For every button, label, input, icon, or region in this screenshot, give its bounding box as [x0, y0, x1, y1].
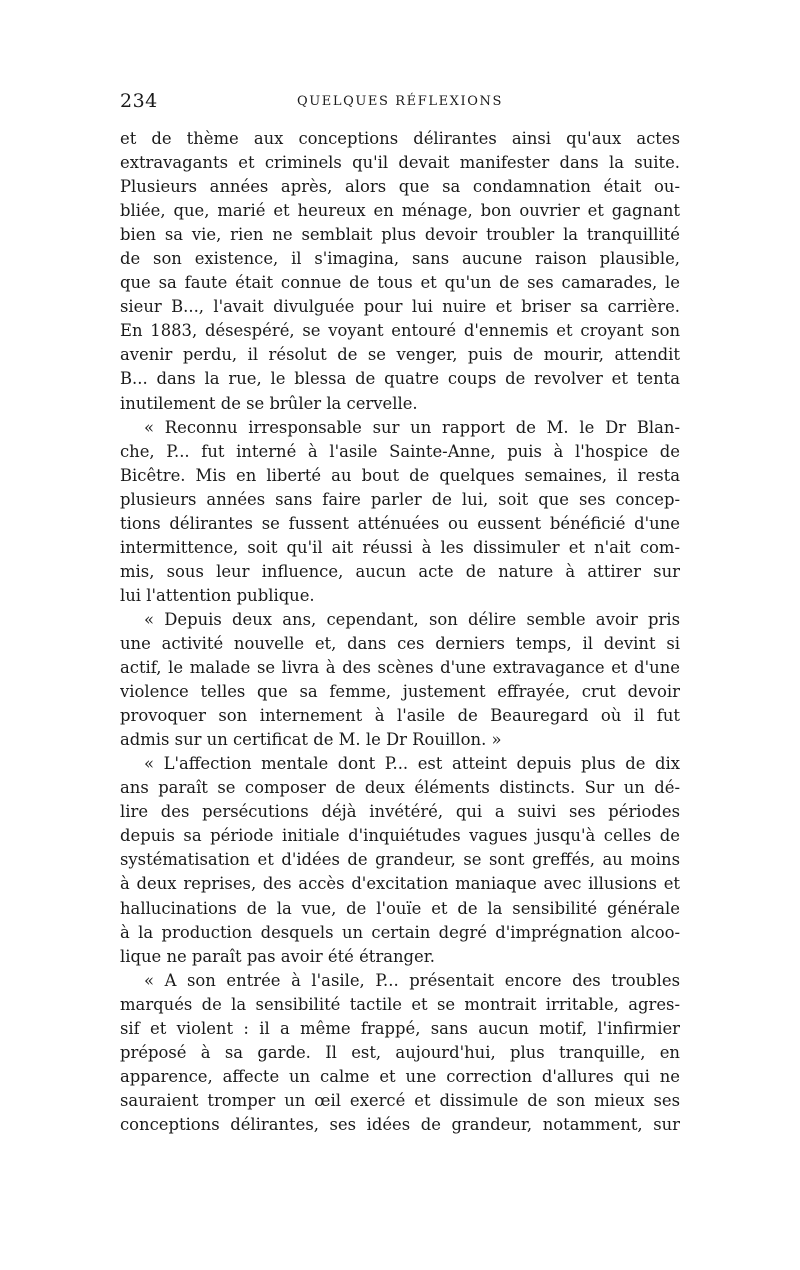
text-line: intermittence, soit qu'il ait réussi à les dissimuler et n'ait com- — [120, 537, 680, 557]
text-line: et de thème aux conceptions délirantes ainsi qu'aux actes — [120, 129, 680, 148]
text-line: En 1883, désespéré, se voyant entouré d'ennemis et croyant son — [120, 321, 680, 341]
text-line: ans paraît se composer de deux éléments distincts. Sur un dé- — [120, 778, 680, 798]
text-line: « A son entrée à l'asile, P... présentait encore des troubles — [144, 970, 680, 990]
text-line: avenir perdu, il résolut de se venger, puis de mourir, attendit — [120, 345, 680, 365]
text-line: sauraient tromper un œil exercé et dissimule de son mieux ses — [120, 1090, 680, 1110]
text-line: extravagants et criminels qu'il devait manifester dans la suite. — [120, 153, 680, 173]
text-line: sieur B..., l'avait divulguée pour lui nuire et briser sa carrière. — [120, 297, 680, 317]
text-line: inutilement de se brûler la cervelle. — [120, 393, 418, 413]
text-line: depuis sa période initiale d'inquiétudes vagues jusqu'à celles de — [120, 826, 680, 846]
text-line: sif et violent : il a même frappé, sans aucun motif, l'infirmier — [120, 1018, 680, 1038]
text-line: hallucinations de la vue, de l'ouïe et de la sensibilité générale — [120, 898, 680, 918]
text-line: à la production desquels un certain degré d'imprégnation alcoo- — [120, 922, 680, 942]
text-line: violence telles que sa femme, justement effrayée, crut devoir — [120, 682, 680, 702]
text-line: marqués de la sensibilité tactile et se montrait irritable, agres- — [120, 994, 680, 1014]
text-line: actif, le malade se livra à des scènes d'une extravagance et d'une — [120, 658, 680, 678]
text-line: « L'affection mentale dont P... est atteint depuis plus de dix — [144, 754, 680, 774]
text-line: « Reconnu irresponsable sur un rapport de M. le Dr Blan- — [144, 417, 680, 437]
text-line: lique ne paraît pas avoir été étranger. — [120, 946, 435, 966]
text-line: provoquer son internement à l'asile de Beauregard où il fut — [120, 706, 680, 726]
text-line: conceptions délirantes, ses idées de grandeur, notamment, sur — [120, 1114, 680, 1134]
text-line: une activité nouvelle et, dans ces derniers temps, il devint si — [120, 633, 680, 653]
text-line: admis sur un certificat de M. le Dr Rouillon. » — [120, 730, 502, 750]
text-line: lire des persécutions déjà invétéré, qui a suivi ses périodes — [120, 802, 680, 822]
text-line: mis, sous leur influence, aucun acte de nature à attirer sur — [120, 561, 680, 581]
text-line: « Depuis deux ans, cependant, son délire semble avoir pris — [144, 609, 680, 629]
text-line: systématisation et d'idées de grandeur, se sont greffés, au moins — [120, 850, 680, 870]
text-line: che, P... fut interné à l'asile Sainte-Anne, puis à l'hospice de — [120, 441, 680, 461]
text-line: Bicêtre. Mis en liberté au bout de quelques semaines, il resta — [120, 465, 680, 485]
text-line: à deux reprises, des accès d'excitation maniaque avec illusions et — [120, 874, 680, 894]
text-line: apparence, affecte un calme et une correction d'allures qui ne — [120, 1066, 680, 1086]
text-line: Plusieurs années après, alors que sa condamnation était ou- — [120, 177, 680, 197]
running-title: QUELQUES RÉFLEXIONS — [296, 94, 504, 109]
running-head — [120, 90, 680, 114]
body-text — [120, 127, 680, 1137]
text-line: lui l'attention publique. — [120, 585, 315, 605]
text-line: de son existence, il s'imagina, sans aucune raison plausible, — [120, 249, 680, 269]
text-line: que sa faute était connue de tous et qu'un de ses camarades, le — [120, 273, 680, 293]
page-number: 234 — [120, 90, 158, 112]
text-line: plusieurs années sans faire parler de lui, soit que ses concep- — [120, 489, 680, 509]
text-line: tions délirantes se fussent atténuées ou eussent bénéficié d'une — [120, 513, 680, 533]
text-line: préposé à sa garde. Il est, aujourd'hui, plus tranquille, en — [120, 1042, 680, 1062]
text-line: bliée, que, marié et heureux en ménage, bon ouvrier et gagnant — [120, 201, 680, 221]
text-line: B... dans la rue, le blessa de quatre coups de revolver et tenta — [120, 369, 680, 389]
text-line: bien sa vie, rien ne semblait plus devoir troubler la tranquillité — [120, 225, 680, 245]
